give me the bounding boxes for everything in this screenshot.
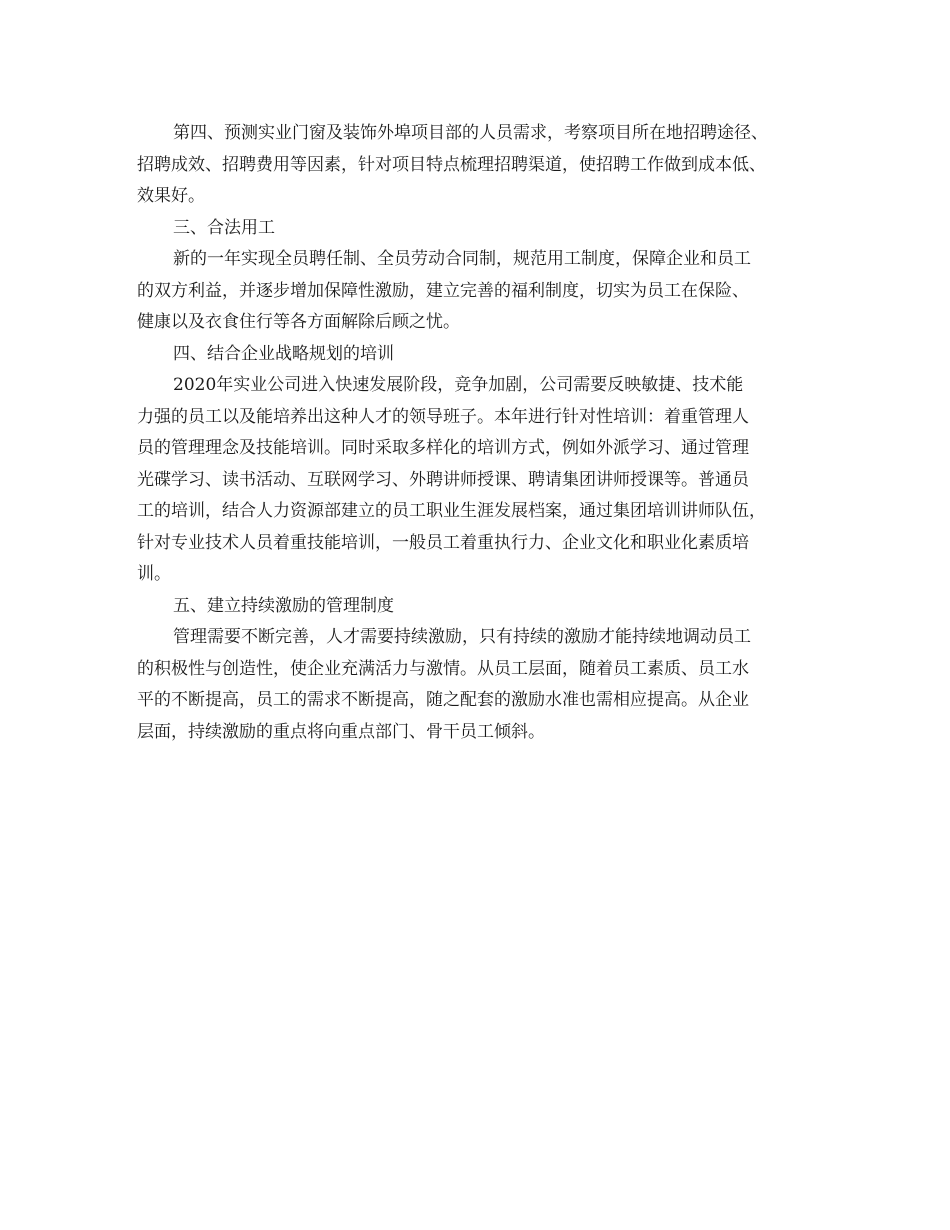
text-line: 2020年实业公司进入快速发展阶段，竞争加剧，公司需要反映敏捷、技术能 [173, 375, 744, 395]
section-heading-incentive-system: 五、建立持续激励的管理制度 [173, 595, 394, 616]
text-line: 效果好。 [137, 186, 205, 206]
text-line: 训。 [137, 564, 171, 584]
text-line: 工的培训，结合人力资源部建立的员工职业生涯发展档案，通过集团培训讲师队伍， [137, 501, 766, 521]
text-line: 平的不断提高，员工的需求不断提高，随之配套的激励水准也需相应提高。从企业 [137, 690, 749, 710]
text-line: 管理需要不断完善，人才需要持续激励，只有持续的激励才能持续地调动员工 [173, 627, 751, 647]
text-line: 的双方利益，并逐步增加保障性激励，建立完善的福利制度，切实为员工在保险、 [137, 280, 749, 301]
text-line: 的积极性与创造性，使企业充满活力与激情。从员工层面，随着员工素质、员工水 [137, 658, 749, 679]
text-line: 力强的员工以及能培养出这种人才的领导班子。本年进行针对性培训：着重管理人 [137, 406, 749, 427]
text-line: 招聘成效、招聘费用等因素，针对项目特点梳理招聘渠道，使招聘工作做到成本低、 [137, 154, 766, 175]
paragraph-recruitment-channels [137, 118, 817, 213]
section-heading-legal-employment: 三、合法用工 [173, 217, 275, 238]
text-line: 层面，持续激励的重点将向重点部门、骨干员工倾斜。 [137, 721, 545, 742]
text-line: 光碟学习、读书活动、互联网学习、外聘讲师授课、聘请集团讲师授课等。普通员 [137, 469, 749, 490]
text-line: 新的一年实现全员聘任制、全员劳动合同制，规范用工制度，保障企业和员工 [173, 249, 751, 269]
section-heading-strategic-training: 四、结合企业战略规划的培训 [173, 343, 394, 364]
text-line: 第四、预测实业门窗及装饰外埠项目部的人员需求，考察项目所在地招聘途径、 [173, 123, 768, 143]
text-line: 员的管理理念及技能培训。同时采取多样化的培训方式，例如外派学习、通过管理 [137, 438, 749, 458]
text-line: 针对专业技术人员着重技能培训，一般员工着重执行力、企业文化和职业化素质培 [137, 532, 749, 553]
paragraph-strategic-training [137, 370, 817, 591]
text-line: 健康以及衣食住行等各方面解除后顾之忧。 [137, 312, 460, 332]
paragraph-legal-employment [137, 244, 817, 339]
document-body [137, 118, 817, 748]
paragraph-incentive-system [137, 622, 817, 748]
